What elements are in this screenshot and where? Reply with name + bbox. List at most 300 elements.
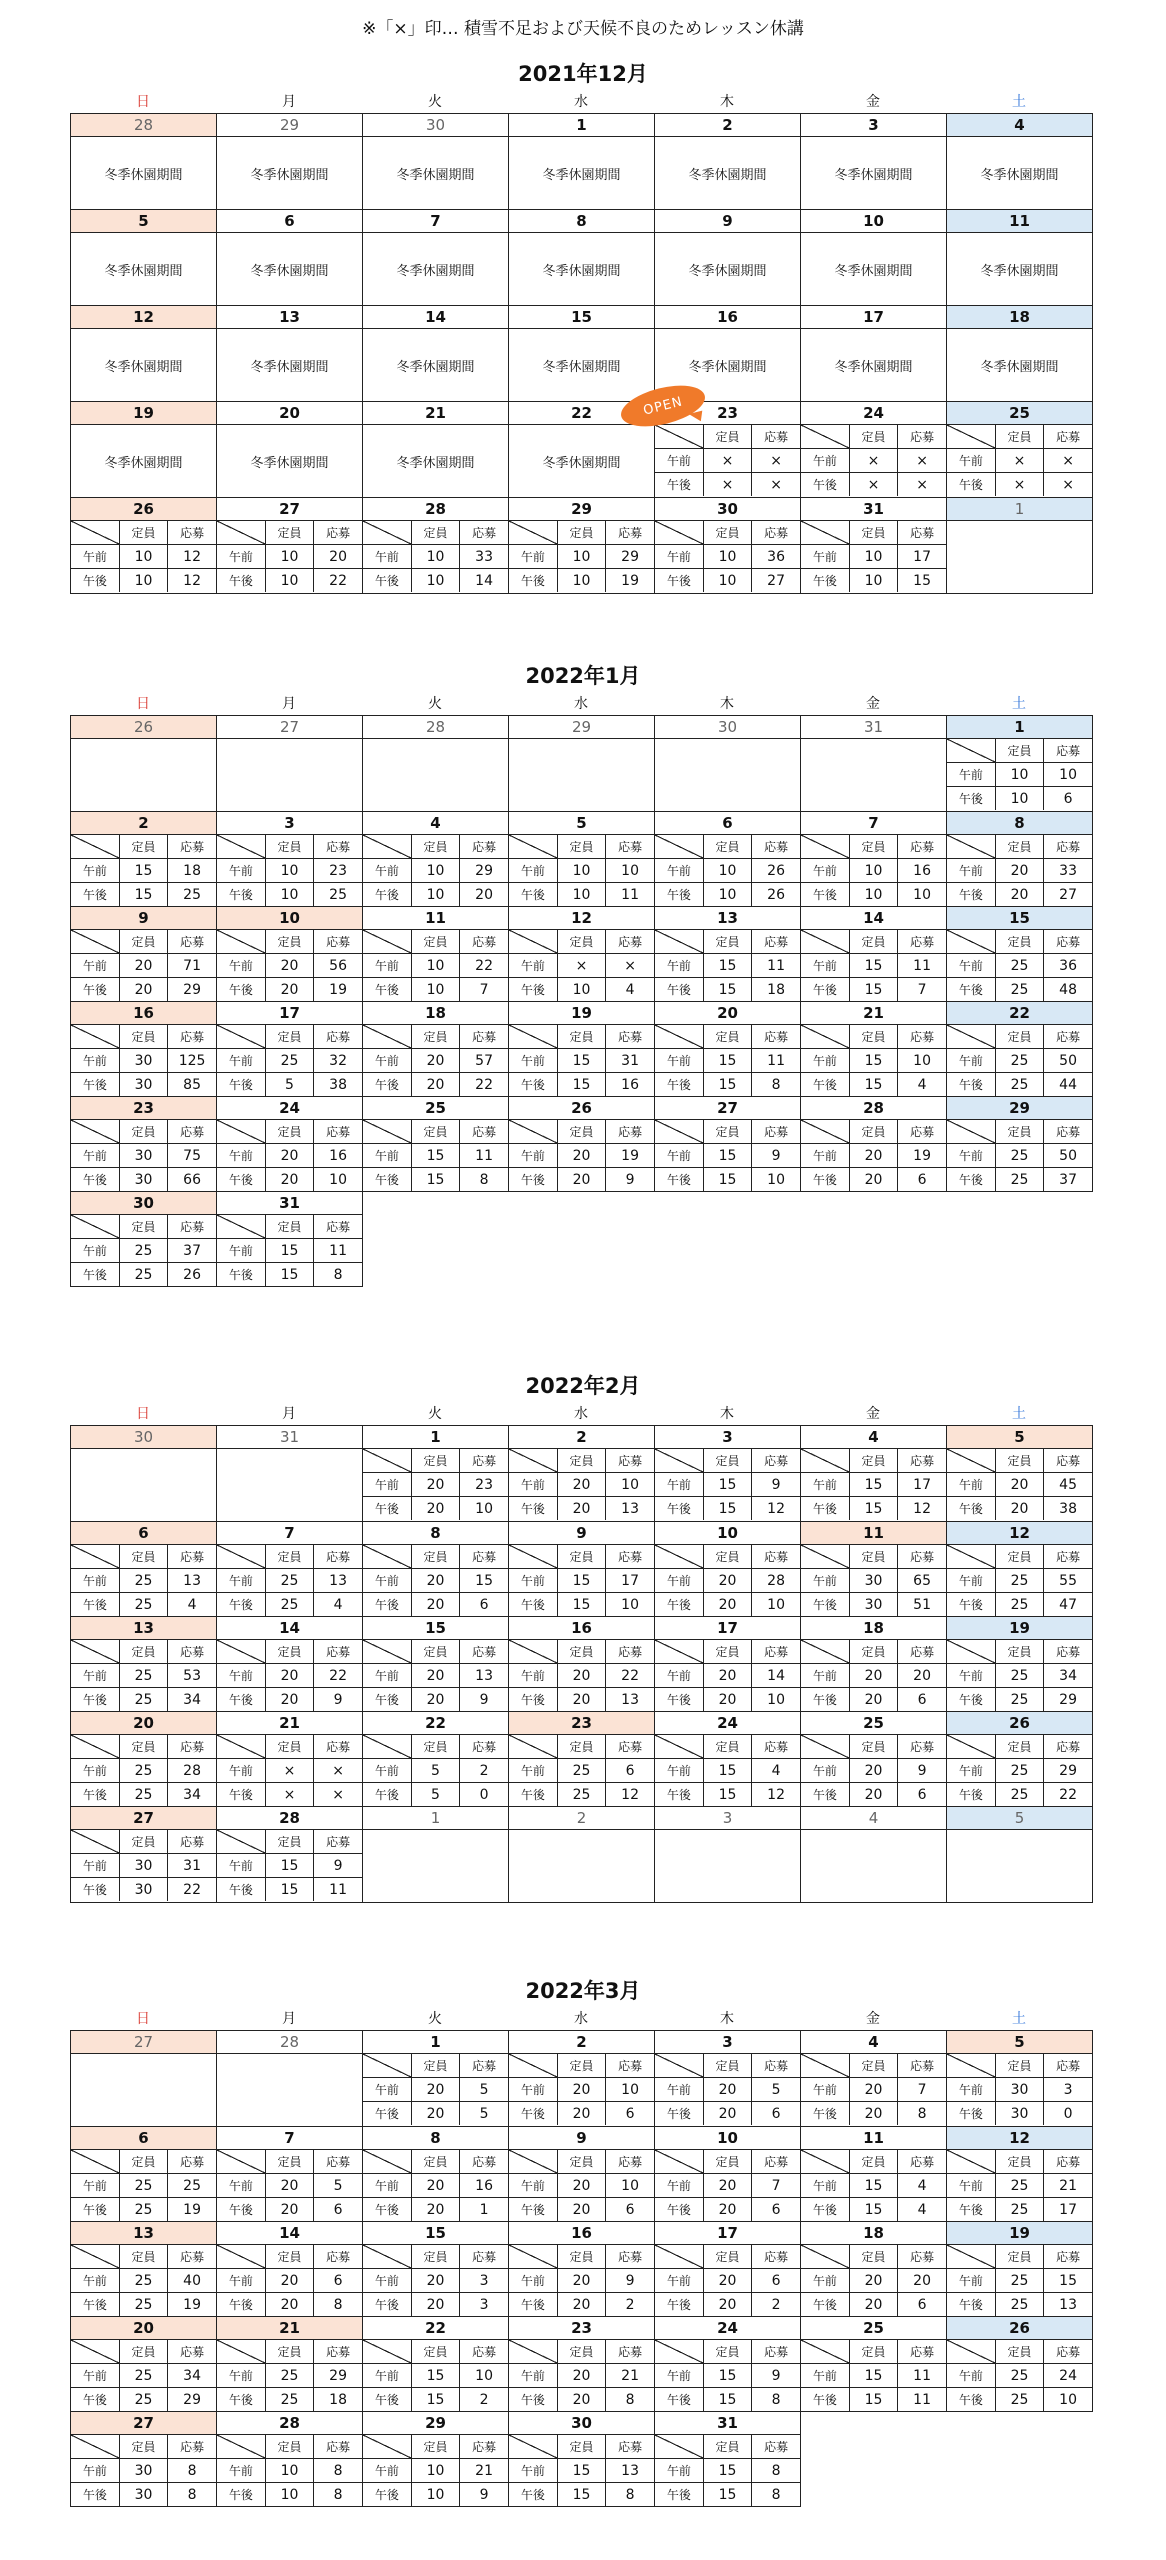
pm-label: 午後 — [947, 787, 995, 811]
pm-label: 午後 — [509, 883, 557, 907]
capacity-header: 定員 — [849, 2245, 897, 2269]
lesson-table — [947, 1025, 1092, 1096]
am-applied: 11 — [752, 954, 800, 978]
am-capacity: 20 — [265, 954, 313, 978]
weekday-label: 月 — [282, 2011, 296, 2027]
day-number: 12 — [947, 1522, 1092, 1545]
day-cell — [655, 210, 801, 306]
pm-capacity: 20 — [703, 2102, 751, 2126]
pm-label: 午後 — [801, 2102, 849, 2126]
day-cell — [217, 1426, 363, 1522]
closed-label: 冬季休園期間 — [980, 263, 1059, 279]
am-applied: 16 — [314, 1144, 362, 1168]
day-number: 14 — [217, 1617, 362, 1640]
lesson-table — [509, 930, 654, 1001]
capacity-header: 定員 — [849, 2340, 897, 2364]
day-number: 22 — [363, 1712, 508, 1735]
day-number: 28 — [363, 716, 508, 739]
day-number: 19 — [947, 1617, 1092, 1640]
day-cell — [947, 2222, 1093, 2317]
am-label: 午前 — [509, 1473, 557, 1497]
am-capacity: 15 — [557, 2459, 605, 2483]
pm-label: 午後 — [801, 1688, 849, 1712]
am-applied: 12 — [168, 545, 216, 569]
pm-capacity: 20 — [849, 2102, 897, 2126]
day-number: 18 — [801, 1617, 946, 1640]
pm-capacity: 15 — [703, 978, 751, 1002]
corner-cell — [71, 2150, 119, 2174]
am-label: 午前 — [363, 1144, 411, 1168]
applied-header: 応募 — [606, 930, 654, 954]
pm-capacity: 15 — [849, 2388, 897, 2412]
pm-applied: 6 — [752, 2198, 800, 2222]
applied-header: 応募 — [752, 1545, 800, 1569]
day-cell — [217, 2031, 363, 2127]
pm-capacity: 20 — [411, 1497, 459, 1521]
capacity-header: 定員 — [703, 1120, 751, 1144]
capacity-header: 定員 — [849, 1025, 897, 1049]
day-number: 26 — [509, 1097, 654, 1120]
capacity-header: 定員 — [411, 2435, 459, 2459]
applied-header: 応募 — [168, 930, 216, 954]
pm-applied: 6 — [752, 2102, 800, 2126]
pm-capacity: 10 — [411, 978, 459, 1002]
applied-header: 応募 — [460, 1735, 508, 1759]
am-applied: 65 — [898, 1569, 946, 1593]
corner-cell — [509, 2054, 557, 2078]
day-number: 31 — [217, 1426, 362, 1449]
am-capacity: 10 — [703, 859, 751, 883]
applied-header: 応募 — [898, 521, 946, 545]
pm-applied: 8 — [460, 1168, 508, 1192]
corner-cell — [217, 1215, 265, 1239]
pm-applied: 8 — [314, 1263, 362, 1287]
pm-capacity: 25 — [995, 2293, 1043, 2317]
pm-capacity: 20 — [995, 1497, 1043, 1521]
capacity-header: 定員 — [265, 1735, 313, 1759]
day-number: 3 — [655, 1426, 800, 1449]
day-cell — [509, 1192, 655, 1287]
corner-cell — [217, 521, 265, 545]
applied-header: 応募 — [168, 1640, 216, 1664]
am-capacity: 20 — [703, 1569, 751, 1593]
day-cell — [655, 1807, 801, 1903]
am-capacity: 20 — [849, 1144, 897, 1168]
lesson-table — [71, 930, 216, 1001]
pm-label: 午後 — [509, 2198, 557, 2222]
pm-capacity: 15 — [557, 1593, 605, 1617]
am-capacity: 5 — [411, 1759, 459, 1783]
applied-header: 応募 — [460, 2150, 508, 2174]
day-cell — [655, 2127, 801, 2222]
corner-cell — [509, 1449, 557, 1473]
applied-header: 応募 — [314, 521, 362, 545]
corner-cell — [509, 2435, 557, 2459]
day-number: 29 — [509, 498, 654, 521]
day-cell — [947, 2127, 1093, 2222]
pm-applied: 4 — [314, 1593, 362, 1617]
am-capacity: 15 — [849, 1049, 897, 1073]
day-number: 20 — [217, 402, 362, 425]
day-cell — [217, 2412, 363, 2507]
am-label: 午前 — [509, 2078, 557, 2102]
corner-cell — [801, 521, 849, 545]
corner-cell — [947, 2150, 995, 2174]
day-number: 31 — [217, 1192, 362, 1215]
pm-capacity: 15 — [411, 2388, 459, 2412]
day-cell — [363, 907, 509, 1002]
day-number: 30 — [509, 2412, 654, 2435]
empty-cell — [947, 521, 1092, 593]
day-number: 11 — [947, 210, 1092, 233]
am-label: 午前 — [71, 1854, 119, 1878]
am-label: 午前 — [655, 1049, 703, 1073]
pm-capacity: 15 — [703, 2483, 751, 2507]
day-cell — [655, 907, 801, 1002]
am-capacity: 25 — [995, 1664, 1043, 1688]
week-row — [71, 1426, 1093, 1522]
am-applied: × — [752, 449, 800, 473]
capacity-header: 定員 — [411, 2150, 459, 2174]
pm-label: 午後 — [363, 2388, 411, 2412]
pm-capacity: × — [265, 1783, 313, 1807]
am-applied: 17 — [606, 1569, 654, 1593]
empty-cell — [217, 739, 362, 811]
pm-applied: 10 — [606, 1593, 654, 1617]
applied-header: 応募 — [898, 1120, 946, 1144]
week-row — [71, 2031, 1093, 2127]
applied-header: 応募 — [314, 1640, 362, 1664]
am-capacity: 20 — [849, 1759, 897, 1783]
capacity-header: 定員 — [995, 1735, 1043, 1759]
am-capacity: 25 — [995, 1144, 1043, 1168]
am-applied: 19 — [606, 1144, 654, 1168]
pm-capacity: 10 — [411, 569, 459, 593]
corner-cell — [801, 1735, 849, 1759]
day-number: 5 — [509, 812, 654, 835]
day-number: 21 — [363, 402, 508, 425]
pm-label: 午後 — [363, 978, 411, 1002]
day-cell — [509, 812, 655, 907]
pm-capacity: 25 — [265, 1593, 313, 1617]
capacity-header: 定員 — [995, 2245, 1043, 2269]
applied-header: 応募 — [168, 1120, 216, 1144]
pm-label: 午後 — [655, 569, 703, 593]
am-applied: 11 — [898, 954, 946, 978]
day-cell — [363, 812, 509, 907]
day-cell — [947, 306, 1093, 402]
applied-header: 応募 — [752, 1025, 800, 1049]
pm-applied: 8 — [752, 2483, 800, 2507]
lesson-table — [217, 1830, 362, 1901]
pm-capacity: 20 — [411, 2102, 459, 2126]
day-cell — [947, 2412, 1093, 2507]
pm-capacity: 20 — [265, 1168, 313, 1192]
am-applied: 19 — [898, 1144, 946, 1168]
am-capacity: 10 — [849, 859, 897, 883]
day-cell — [509, 2127, 655, 2222]
pm-applied: 8 — [606, 2388, 654, 2412]
corner-cell — [655, 1640, 703, 1664]
day-cell — [655, 2031, 801, 2127]
pm-capacity: 20 — [411, 2293, 459, 2317]
am-applied: 13 — [606, 2459, 654, 2483]
capacity-header: 定員 — [265, 1640, 313, 1664]
day-number: 26 — [71, 716, 216, 739]
am-label: 午前 — [217, 2364, 265, 2388]
corner-cell — [947, 425, 995, 449]
day-number: 16 — [509, 1617, 654, 1640]
capacity-header: 定員 — [119, 2150, 167, 2174]
lesson-table — [801, 930, 946, 1001]
pm-capacity: 25 — [119, 1688, 167, 1712]
capacity-header: 定員 — [557, 1025, 605, 1049]
am-capacity: × — [849, 449, 897, 473]
pm-capacity: 10 — [557, 978, 605, 1002]
am-capacity: 25 — [119, 1569, 167, 1593]
pm-applied: 19 — [606, 569, 654, 593]
pm-applied: 8 — [898, 2102, 946, 2126]
lesson-table — [655, 521, 800, 592]
am-capacity: × — [995, 449, 1043, 473]
lesson-table — [655, 2245, 800, 2316]
am-capacity: 20 — [557, 2174, 605, 2198]
pm-applied: 8 — [314, 2483, 362, 2507]
pm-capacity: 25 — [995, 1688, 1043, 1712]
am-capacity: 15 — [265, 1239, 313, 1263]
applied-header: 応募 — [898, 1025, 946, 1049]
weekday-label: 火 — [428, 94, 442, 110]
day-cell — [801, 1617, 947, 1712]
capacity-header: 定員 — [995, 835, 1043, 859]
am-capacity: 20 — [411, 1049, 459, 1073]
corner-cell — [655, 2435, 703, 2459]
am-applied: 25 — [168, 2174, 216, 2198]
am-label: 午前 — [71, 1239, 119, 1263]
applied-header: 応募 — [606, 2054, 654, 2078]
lesson-table — [947, 1640, 1092, 1711]
pm-applied: 47 — [1044, 1593, 1092, 1617]
day-number: 8 — [363, 1522, 508, 1545]
pm-label: 午後 — [363, 2483, 411, 2507]
day-number: 12 — [947, 2127, 1092, 2150]
am-label: 午前 — [947, 2269, 995, 2293]
pm-capacity: 20 — [265, 1688, 313, 1712]
corner-cell — [217, 835, 265, 859]
day-number: 5 — [947, 1426, 1092, 1449]
corner-cell — [71, 2435, 119, 2459]
pm-applied: 5 — [460, 2102, 508, 2126]
am-capacity: 20 — [265, 2269, 313, 2293]
day-number: 28 — [217, 2412, 362, 2435]
day-cell — [655, 2222, 801, 2317]
day-number: 15 — [363, 1617, 508, 1640]
day-cell — [363, 1617, 509, 1712]
day-cell — [71, 114, 217, 210]
pm-applied: 13 — [606, 1497, 654, 1521]
pm-capacity: 15 — [849, 978, 897, 1002]
closed-label: 冬季休園期間 — [250, 167, 329, 183]
pm-label: 午後 — [363, 1073, 411, 1097]
pm-applied: 12 — [898, 1497, 946, 1521]
week-row — [71, 114, 1093, 210]
corner-cell — [801, 1449, 849, 1473]
am-label: 午前 — [71, 1759, 119, 1783]
capacity-header: 定員 — [703, 2435, 751, 2459]
lesson-table — [363, 930, 508, 1001]
pm-label: 午後 — [71, 1168, 119, 1192]
pm-label: 午後 — [71, 1593, 119, 1617]
pm-capacity: 20 — [557, 2198, 605, 2222]
am-label: 午前 — [363, 1759, 411, 1783]
am-label: 午前 — [947, 954, 995, 978]
day-number: 31 — [801, 498, 946, 521]
pm-applied: 19 — [314, 978, 362, 1002]
weekday-label: 水 — [574, 2011, 588, 2027]
empty-cell — [801, 1830, 946, 1902]
applied-header: 応募 — [898, 2054, 946, 2078]
pm-capacity: 25 — [995, 2198, 1043, 2222]
day-cell — [509, 2222, 655, 2317]
day-number: 6 — [655, 812, 800, 835]
am-applied: 6 — [314, 2269, 362, 2293]
week-row — [71, 716, 1093, 812]
applied-header: 応募 — [168, 835, 216, 859]
capacity-header: 定員 — [265, 521, 313, 545]
day-cell — [801, 1192, 947, 1287]
day-cell — [217, 1097, 363, 1192]
pm-applied: 27 — [752, 569, 800, 593]
applied-header: 応募 — [314, 2435, 362, 2459]
am-applied: 7 — [752, 2174, 800, 2198]
day-cell — [363, 1426, 509, 1522]
lesson-table — [801, 1545, 946, 1616]
lesson-table — [217, 521, 362, 592]
day-cell — [655, 1097, 801, 1192]
applied-header: 応募 — [168, 1215, 216, 1239]
am-label: 午前 — [509, 859, 557, 883]
am-capacity: 25 — [995, 1569, 1043, 1593]
am-label: 午前 — [801, 1664, 849, 1688]
day-number: 20 — [71, 1712, 216, 1735]
pm-applied: 6 — [898, 1168, 946, 1192]
pm-label: 午後 — [655, 1688, 703, 1712]
am-capacity: 30 — [119, 1144, 167, 1168]
am-applied: 31 — [168, 1854, 216, 1878]
am-capacity: 10 — [411, 859, 459, 883]
day-number: 24 — [655, 1712, 800, 1735]
corner-cell — [655, 1025, 703, 1049]
pm-applied: 2 — [606, 2293, 654, 2317]
open-badge: OPEN — [617, 378, 709, 434]
pm-capacity: 15 — [265, 1263, 313, 1287]
pm-applied: 11 — [314, 1878, 362, 1902]
day-cell — [217, 1617, 363, 1712]
closed-label: 冬季休園期間 — [104, 455, 183, 471]
lesson-table — [655, 2435, 800, 2506]
day-number: 25 — [363, 1097, 508, 1120]
applied-header: 応募 — [752, 1120, 800, 1144]
pm-applied: 26 — [752, 883, 800, 907]
pm-applied: 10 — [1044, 2388, 1092, 2412]
day-number: 11 — [801, 2127, 946, 2150]
pm-label: 午後 — [801, 1783, 849, 1807]
am-capacity: 10 — [411, 2459, 459, 2483]
day-cell — [363, 210, 509, 306]
pm-applied: 29 — [1044, 1688, 1092, 1712]
am-applied: 21 — [1044, 2174, 1092, 2198]
corner-cell — [363, 1735, 411, 1759]
am-label: 午前 — [217, 954, 265, 978]
pm-applied: 25 — [314, 883, 362, 907]
capacity-header: 定員 — [557, 1449, 605, 1473]
pm-label: 午後 — [71, 2483, 119, 2507]
day-cell — [71, 402, 217, 498]
lesson-table — [217, 930, 362, 1001]
am-applied: × — [1044, 449, 1092, 473]
corner-cell — [71, 1120, 119, 1144]
corner-cell — [363, 1640, 411, 1664]
am-label: 午前 — [801, 545, 849, 569]
pm-applied: 6 — [1044, 787, 1092, 811]
pm-capacity: 20 — [265, 2293, 313, 2317]
day-number: 4 — [801, 1807, 946, 1830]
lesson-table — [217, 1120, 362, 1191]
week-row — [71, 2317, 1093, 2412]
corner-cell — [363, 2150, 411, 2174]
am-label: 午前 — [217, 1759, 265, 1783]
pm-applied: 9 — [460, 1688, 508, 1712]
am-label: 午前 — [509, 2174, 557, 2198]
capacity-header: 定員 — [703, 1640, 751, 1664]
corner-cell — [947, 1120, 995, 1144]
am-capacity: 25 — [265, 1049, 313, 1073]
day-cell — [363, 1807, 509, 1903]
corner-cell — [801, 2054, 849, 2078]
pm-applied: 22 — [314, 569, 362, 593]
applied-header: 応募 — [898, 1545, 946, 1569]
day-number: 10 — [655, 1522, 800, 1545]
pm-label: 午後 — [655, 2102, 703, 2126]
pm-capacity: 10 — [849, 569, 897, 593]
day-cell — [655, 812, 801, 907]
am-capacity: 25 — [119, 2269, 167, 2293]
day-cell — [363, 1002, 509, 1097]
capacity-header: 定員 — [995, 2340, 1043, 2364]
pm-applied: 9 — [314, 1688, 362, 1712]
am-label: 午前 — [801, 859, 849, 883]
pm-capacity: 15 — [849, 2198, 897, 2222]
am-label: 午前 — [509, 545, 557, 569]
pm-label: 午後 — [217, 1168, 265, 1192]
month-title: 2022年2月 — [525, 1374, 641, 1398]
weekday-label: 月 — [282, 696, 296, 712]
am-applied: 2 — [460, 1759, 508, 1783]
lesson-table — [655, 2054, 800, 2125]
pm-capacity: 10 — [411, 883, 459, 907]
day-cell — [655, 1522, 801, 1617]
am-label: 午前 — [71, 1144, 119, 1168]
day-number: 17 — [655, 2222, 800, 2245]
applied-header: 応募 — [460, 521, 508, 545]
capacity-header: 定員 — [119, 835, 167, 859]
capacity-header: 定員 — [703, 1449, 751, 1473]
am-label: 午前 — [71, 1049, 119, 1073]
weekday-label: 火 — [428, 696, 442, 712]
pm-applied: × — [752, 473, 800, 497]
day-number: 13 — [71, 2222, 216, 2245]
day-cell — [655, 1617, 801, 1712]
